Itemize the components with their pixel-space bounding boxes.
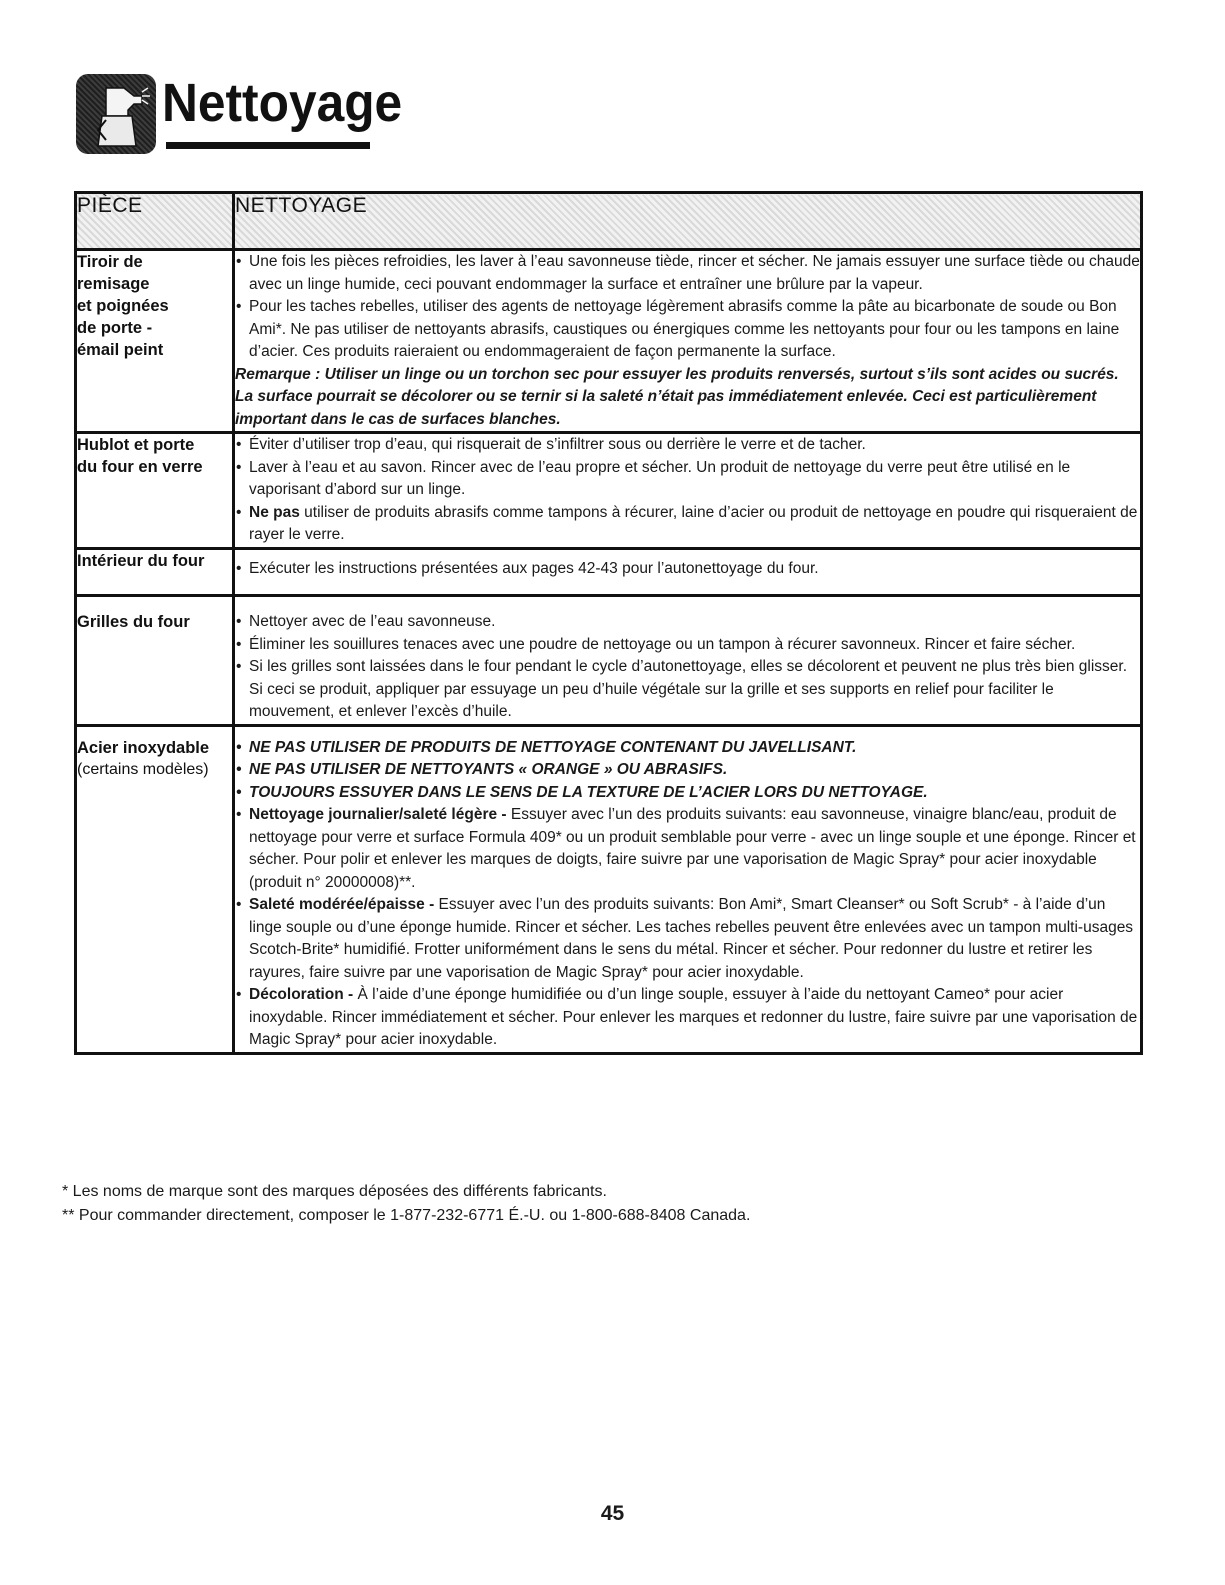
instruction-bullet	[235, 894, 1140, 984]
part-name	[76, 596, 234, 726]
instruction-bullet: • Exécuter les instructions présentées aux pages 42-43 pour l’autonettoyage du four.	[235, 558, 1140, 581]
instruction-bullet: • Éliminer les souillures tenaces avec une poudre de nettoyage ou un tampon à récurer savonneux. Rincer et faire sécher.	[235, 634, 1140, 657]
instruction-bullet	[235, 984, 1140, 1052]
cleaning-instructions	[234, 548, 1142, 596]
bullet-text: Essuyer avec l’un des produits suivants: Bon Ami*, Smart Cleanser* ou Soft Scrub* - à l’aide d’un linge souple ou d’une éponge humide. Rincer et sécher. Les taches rebelles peuvent être enlevées avec un tampon multi-usages Scotch-Brite* humidifié. Frotter uniformément dans le sens du métal. Rincer et sécher. Pour redonner du lustre et retirer les rayures, faire suivre par une vaporisation de Magic Spray* pour acier inoxydable.	[249, 896, 1134, 981]
instruction-bullet: • Si les grilles sont laissées dans le four pendant le cycle d’autonettoyage, elles se décolorent et peuvent ne plus très bien glisser. Si ceci se produit, appliquer par essuyage un peu d’huile végétale sur la grille et ses supports en relief pour faciliter le mouvement, et enlever l’excès d’huile.	[235, 656, 1140, 724]
part-name-note: (certains modèles)	[77, 760, 209, 778]
instruction-bullet: • Une fois les pièces refroidies, les laver à l’eau savonneuse tiède, rincer et sécher. Ne jamais essuyer une surface tiède ou chaude avec un linge humide, ceci pouvant endommager la surface et entraîner une brûlure par la vapeur.	[235, 251, 1140, 296]
instruction-bullet: • Pour les taches rebelles, utiliser des agents de nettoyage légèrement abrasifs comme la pâte au bicarbonate de soude ou Bon Ami*. Ne pas utiliser de nettoyants abrasifs, caustiques ou énergiques comme les nettoyants pour four ou les tampons en laine d’acier. Ces produits raieraient ou endommageraient de façon permanente la surface.	[235, 296, 1140, 364]
table-row	[76, 433, 1142, 549]
part-name-line: Grilles du four	[77, 613, 190, 631]
bullet-text: À l’aide d’une éponge humidifiée ou d’un linge souple, essuyer à l’aide du nettoyant Cameo* pour acier inoxydable. Rincer immédiatement et sécher. Pour enlever les marques et redonner du lustre, faire suivre par une vaporisation de Magic Spray* pour acier inoxydable.	[249, 986, 1138, 1048]
warning-bullet: • NE PAS UTILISER DE NETTOYANTS « ORANGE » OU ABRASIFS.	[235, 759, 1140, 782]
footnote: ** Pour commander directement, composer le 1-877-232-6771 É.-U. ou 1-800-688-8408 Canada.	[62, 1207, 751, 1224]
cleaning-table	[74, 191, 1143, 1055]
bullet-lead: Nettoyage journalier/saleté légère -	[249, 806, 507, 823]
bullet-text: utiliser de produits abrasifs comme tampons à récurer, laine d’acier ou produit de nettoyage en poudre qui risqueraient de rayer le verre.	[249, 503, 1138, 543]
remark-note: Remarque : Utiliser un linge ou un torchon sec pour essuyer les produits renversés, surtout s’ils sont acides ou sucrés. La surface pourrait se décolorer ou se ternir si la saleté n’était pas immédiatement enlevée. Ceci est particulièrement important dans le cas de surfaces blanches.	[235, 365, 1119, 428]
footnotes	[62, 1180, 750, 1228]
instruction-bullet: • Laver à l’eau et au savon. Rincer avec de l’eau propre et sécher. Un produit de nettoyage du verre peut être utilisé en le vaporisant d’abord sur un linge.	[235, 457, 1140, 502]
table-row	[76, 725, 1142, 1053]
warning-bullet: • TOUJOURS ESSUYER DANS LE SENS DE LA TEXTURE DE L’ACIER LORS DU NETTOYAGE.	[235, 782, 1140, 805]
spray-bottle-icon	[76, 74, 156, 154]
column-header-part: PIÈCE	[76, 193, 234, 250]
table-row	[76, 596, 1142, 726]
table-row	[76, 548, 1142, 596]
part-name-line: Acier inoxydable	[77, 738, 210, 757]
part-name-line: du four en verre	[77, 458, 203, 476]
part-name-line: remisage	[77, 275, 150, 293]
cleaning-instructions	[234, 250, 1142, 433]
instruction-bullet	[235, 502, 1140, 547]
part-name-line: et poignées	[77, 297, 169, 315]
instruction-bullet: • Nettoyer avec de l’eau savonneuse.	[235, 611, 1140, 634]
part-name	[76, 548, 234, 596]
page-header	[76, 62, 423, 154]
part-name-line: Intérieur du four	[77, 551, 205, 570]
page-title: Nettoyage	[162, 73, 403, 133]
part-name	[76, 250, 234, 433]
page-number: 45	[600, 1502, 625, 1525]
bullet-lead: Saleté modérée/épaisse -	[249, 896, 435, 913]
column-header-cleaning: NETTOYAGE	[234, 193, 1142, 250]
part-name-line: émail peint	[77, 341, 164, 359]
part-name	[76, 725, 234, 1053]
part-name-line: Tiroir de	[77, 253, 143, 271]
footnote: * Les noms de marque sont des marques déposées des différents fabricants.	[62, 1183, 607, 1200]
instruction-bullet	[235, 804, 1140, 894]
part-name-line: Hublot et porte	[77, 436, 195, 454]
part-name	[76, 433, 234, 549]
bullet-lead: Décoloration -	[249, 986, 354, 1003]
cleaning-instructions	[234, 725, 1142, 1053]
bullet-lead: Ne pas	[249, 503, 300, 521]
title-underline	[166, 142, 370, 149]
instruction-bullet: • Éviter d’utiliser trop d’eau, qui risquerait de s’infiltrer sous ou derrière le verre et de tacher.	[235, 434, 1140, 457]
cleaning-instructions	[234, 596, 1142, 726]
cleaning-instructions	[234, 433, 1142, 549]
bullet-text: Essuyer avec l’un des produits suivants: eau savonneuse, vinaigre blanc/eau, produit de nettoyage pour verre et surface Formula 409* ou un produit semblable pour verre - avec un linge souple et une éponge. Rincer et sécher. Pour polir et enlever les marques de doigts, faire suivre par une vaporisation de Magic Spray* pour acier inoxydable (produit n° 20000008)**.	[249, 806, 1136, 891]
table-row	[76, 250, 1142, 433]
part-name-line: de porte -	[77, 319, 153, 337]
warning-bullet: • NE PAS UTILISER DE PRODUITS DE NETTOYAGE CONTENANT DU JAVELLISANT.	[235, 737, 1140, 760]
